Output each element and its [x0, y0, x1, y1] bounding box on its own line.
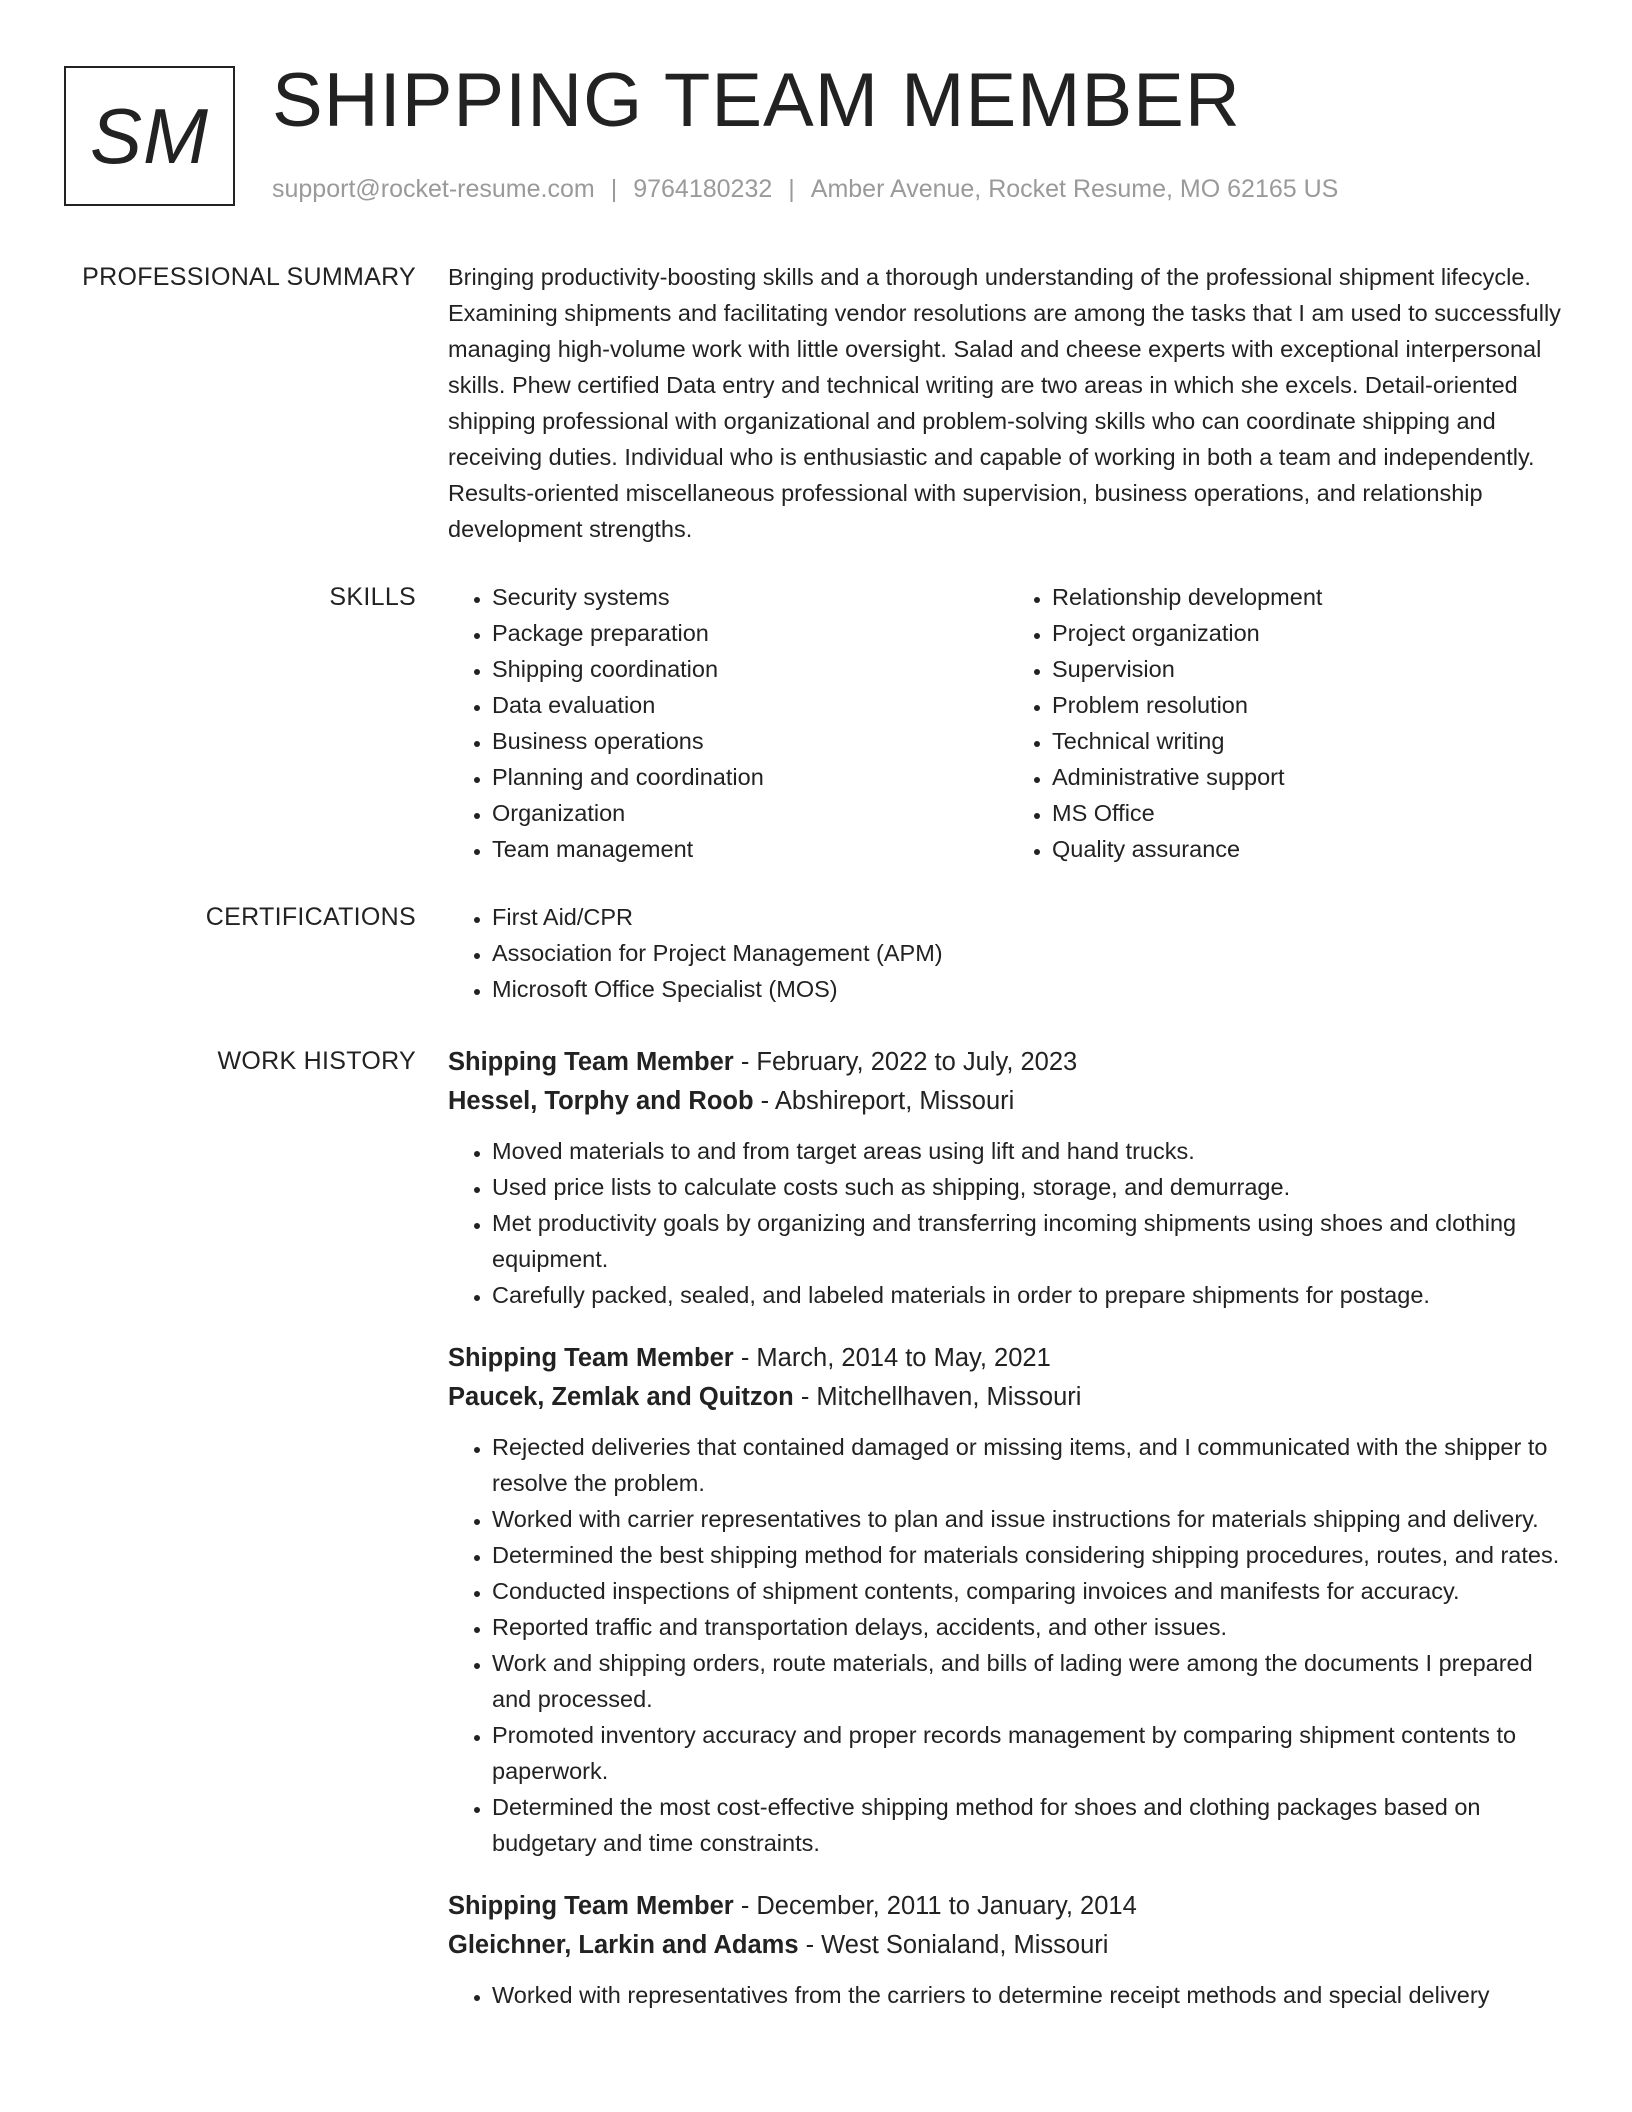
resume-title: SHIPPING TEAM MEMBER	[272, 58, 1241, 143]
summary-content	[448, 259, 1568, 547]
job-bullet: • Determined the best shipping method for materials considering shipping procedures, routes, and rates.	[492, 1537, 1568, 1573]
skill-item: • Team management	[492, 831, 1008, 867]
skill-item: • MS Office	[1052, 795, 1568, 831]
job-title-line	[448, 1043, 1568, 1081]
contact-line	[272, 175, 1338, 204]
job-entry	[448, 1887, 1568, 2013]
job-bullet: • Worked with carrier representatives to plan and issue instructions for materials shipping and delivery.	[492, 1501, 1568, 1537]
job-company-line	[448, 1377, 1568, 1417]
certification-item: • First Aid/CPR	[492, 899, 1568, 935]
skill-item: • Business operations	[492, 723, 1008, 759]
job-bullet: • Worked with representatives from the carriers to determine receipt methods and special delivery	[492, 1977, 1568, 2013]
certification-item: • Microsoft Office Specialist (MOS)	[492, 971, 1568, 1007]
certification-item: • Association for Project Management (APM)	[492, 935, 1568, 971]
skill-item: • Planning and coordination	[492, 759, 1008, 795]
contact-phone[interactable]: 9764180232	[633, 175, 773, 203]
skills-list-left	[448, 579, 1008, 867]
job-company: Hessel, Torphy and Roob	[448, 1087, 754, 1115]
job-bullet: • Moved materials to and from target areas using lift and hand trucks.	[492, 1133, 1568, 1169]
job-entry	[448, 1339, 1568, 1861]
job-company: Paucek, Zemlak and Quitzon	[448, 1383, 794, 1411]
job-title: Shipping Team Member	[448, 1344, 734, 1372]
job-bullet: • Used price lists to calculate costs such as shipping, storage, and demurrage.	[492, 1169, 1568, 1205]
skill-item: • Organization	[492, 795, 1008, 831]
job-company: Gleichner, Larkin and Adams	[448, 1931, 799, 1959]
job-bullets	[448, 1977, 1568, 2013]
job-bullet: • Met productivity goals by organizing and transferring incoming shipments using shoes and clothing equipment.	[492, 1205, 1568, 1277]
section-label-skills: SKILLS	[329, 583, 416, 611]
job-title-line	[448, 1339, 1568, 1377]
job-company-line	[448, 1081, 1568, 1121]
job-bullet: • Determined the most cost-effective shipping method for shoes and clothing packages based on budgetary and time constraints.	[492, 1789, 1568, 1861]
job-company-line	[448, 1925, 1568, 1965]
skills-content	[448, 579, 1568, 867]
skill-item: • Package preparation	[492, 615, 1008, 651]
contact-address: Amber Avenue, Rocket Resume, MO 62165 US	[810, 175, 1339, 203]
job-bullet: • Conducted inspections of shipment contents, comparing invoices and manifests for accuracy.	[492, 1573, 1568, 1609]
job-location: - Mitchellhaven, Missouri	[793, 1383, 1082, 1411]
certifications-list	[448, 899, 1568, 1007]
contact-email[interactable]: support@rocket-resume.com	[272, 175, 595, 203]
job-title-line	[448, 1887, 1568, 1925]
section-label-summary: PROFESSIONAL SUMMARY	[82, 263, 416, 291]
skill-item: • Problem resolution	[1052, 687, 1568, 723]
monogram-box	[64, 66, 235, 206]
job-dates: - February, 2022 to July, 2023	[733, 1048, 1078, 1076]
job-bullet: • Promoted inventory accuracy and proper records management by comparing shipment contents to paperwork.	[492, 1717, 1568, 1789]
job-bullet: • Reported traffic and transportation delays, accidents, and other issues.	[492, 1609, 1568, 1645]
job-title: Shipping Team Member	[448, 1892, 734, 1920]
contact-separator: |	[788, 175, 795, 203]
certifications-content	[448, 899, 1568, 1007]
contact-separator: |	[610, 175, 618, 203]
skill-item: • Technical writing	[1052, 723, 1568, 759]
job-entry	[448, 1043, 1568, 1313]
job-bullet: • Rejected deliveries that contained damaged or missing items, and I communicated with the shipper to resolve the problem.	[492, 1429, 1568, 1501]
section-label-certifications: CERTIFICATIONS	[205, 903, 416, 931]
skill-item: • Shipping coordination	[492, 651, 1008, 687]
job-location: - West Sonialand, Missouri	[798, 1931, 1109, 1959]
skill-item: • Data evaluation	[492, 687, 1008, 723]
skill-item: • Security systems	[492, 579, 1008, 615]
skill-item: • Administrative support	[1052, 759, 1568, 795]
job-location: - Abshireport, Missouri	[753, 1087, 1015, 1115]
skill-item: • Relationship development	[1052, 579, 1568, 615]
section-label-work-history: WORK HISTORY	[217, 1047, 416, 1075]
job-dates: - December, 2011 to January, 2014	[733, 1892, 1137, 1920]
job-bullets	[448, 1429, 1568, 1861]
skills-list-right	[1008, 579, 1568, 867]
work-history-content	[448, 1043, 1568, 2039]
skill-item: • Supervision	[1052, 651, 1568, 687]
initials: SM	[90, 91, 209, 180]
job-bullet: • Carefully packed, sealed, and labeled materials in order to prepare shipments for postage.	[492, 1277, 1568, 1313]
job-bullets	[448, 1133, 1568, 1313]
summary-text: Bringing productivity-boosting skills and a thorough understanding of the professional shipment lifecycle. Examining shipments and facilitating vendor resolutions are among the tasks that I am used to successfully managing high-volume work with little oversight. Salad and cheese experts with exceptional interpersonal skills. Phew certified Data entry and technical writing are two areas in which she excels. Detail-oriented shipping professional with organizational and problem-solving skills who can coordinate shipping and receiving duties. Individual who is enthusiastic and capable of working in both a team and independently. Results-oriented miscellaneous professional with supervision, business operations, and relationship development strengths.	[448, 264, 1561, 542]
job-title: Shipping Team Member	[448, 1048, 734, 1076]
job-bullet: • Work and shipping orders, route materials, and bills of lading were among the documents I prepared and processed.	[492, 1645, 1568, 1717]
job-dates: - March, 2014 to May, 2021	[733, 1344, 1051, 1372]
skill-item: • Quality assurance	[1052, 831, 1568, 867]
skill-item: • Project organization	[1052, 615, 1568, 651]
